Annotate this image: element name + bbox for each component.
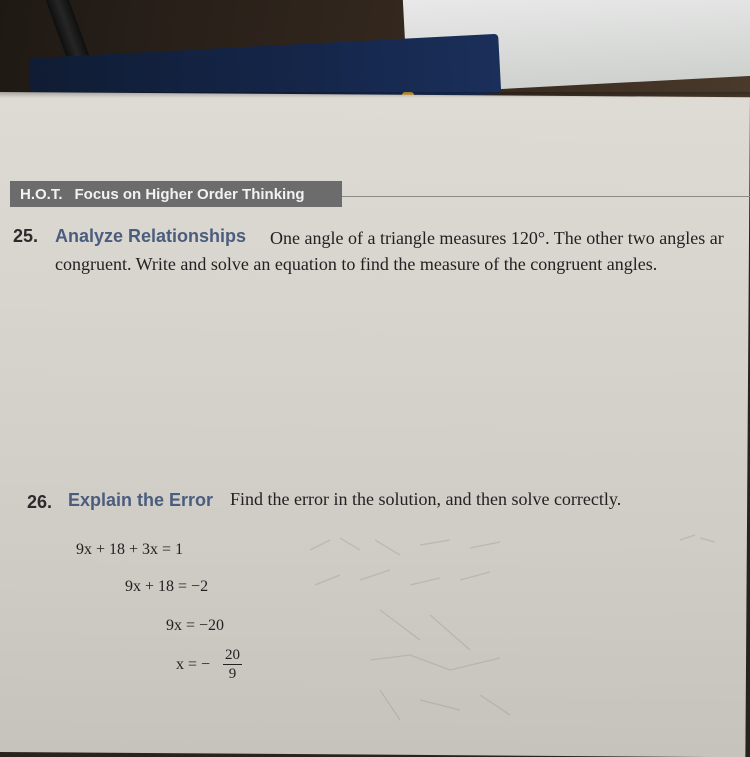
solution-step-3: 9x = −20 [166,617,225,634]
question-26-heading: Explain the Error [68,490,214,510]
question-25-number: 25. [13,226,39,246]
solution-step-1: 9x + 18 + 3x = 1 [76,541,184,558]
solution-step-4-prefix: x = − [176,656,211,673]
section-banner-tag: H.O.T. [20,185,63,203]
solution-step-2: 9x + 18 = −2 [125,578,209,595]
section-rule [342,196,750,197]
solution-step-4-fraction [223,646,242,683]
question-25-text-line2: congruent. Write and solve an equation to find the measure of the congruent angles. [55,254,658,274]
fraction-numerator: 20 [225,647,240,663]
question-25-heading: Analyze Relationships [55,226,247,246]
faint-pencil-marks [300,530,720,730]
question-26-text: Find the error in the solution, and then solve correctly. [230,489,622,509]
question-26-number: 26. [27,492,53,512]
fraction-denominator: 9 [228,666,237,682]
section-banner-title: Focus on Higher Order Thinking [74,185,305,203]
section-banner [10,181,342,207]
page-edge-shadow [0,92,750,98]
question-25-text-line1: One angle of a triangle measures 120°. The other two angles ar [270,228,724,248]
